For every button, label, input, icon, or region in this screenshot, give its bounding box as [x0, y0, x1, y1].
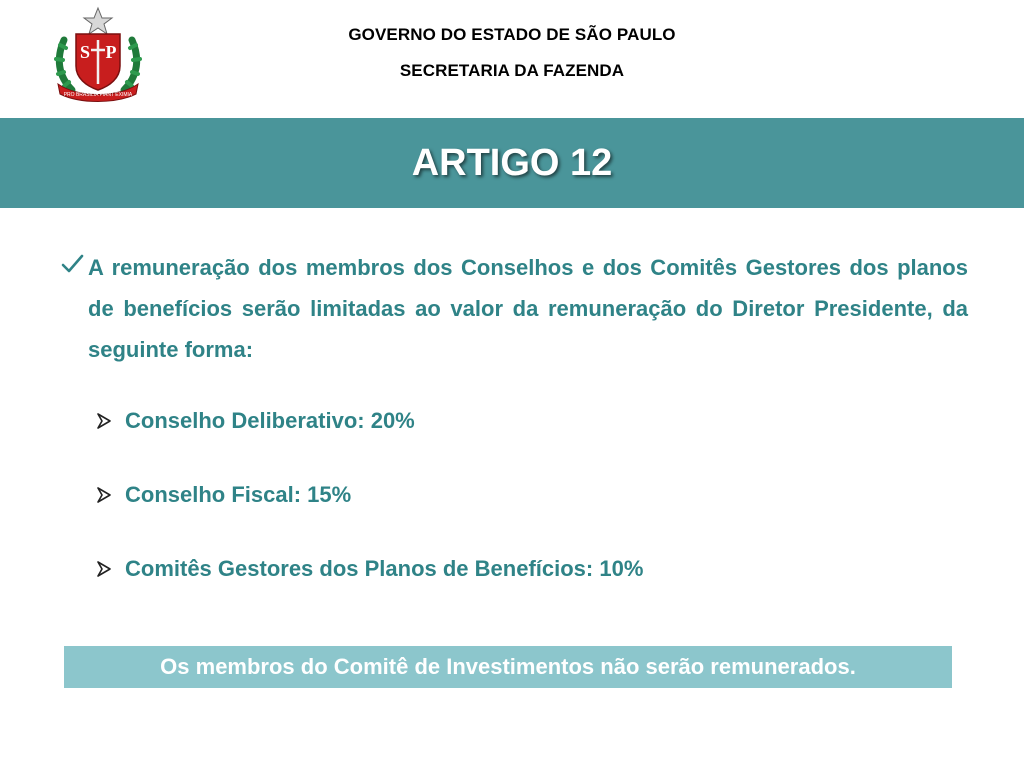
slide-title: ARTIGO 12	[411, 142, 613, 184]
arrow-bullet-icon	[96, 487, 112, 503]
arrow-bullet-icon	[96, 561, 112, 577]
list-item-comites-gestores	[96, 554, 643, 584]
svg-text:P: P	[105, 42, 117, 62]
motto-text: PRO BRASILIA FIANT EXIMIA	[63, 92, 133, 98]
list-item-conselho-fiscal	[96, 480, 351, 510]
main-paragraph: A remuneração dos membros dos Conselhos e dos Comitês Gestores dos planos de benefícios serão limitadas ao valor da remuneração do Diretor Presidente, da seguinte forma:	[88, 255, 968, 362]
coat-of-arms-logo	[52, 6, 144, 104]
svg-text:S: S	[79, 42, 91, 62]
arrow-bullet-icon	[96, 413, 112, 429]
department-title: SECRETARIA DA FAZENDA	[399, 61, 625, 80]
list-item-conselho-deliberativo	[96, 406, 415, 436]
check-icon	[60, 252, 84, 276]
note-text: Os membros do Comitê de Investimentos não serão remunerados.	[160, 654, 856, 679]
list-item-label: Conselho Fiscal: 15%	[125, 482, 352, 507]
list-item-label: Conselho Deliberativo: 20%	[125, 408, 415, 433]
list-item-label: Comitês Gestores dos Planos de Benefícios: 10%	[125, 556, 644, 581]
note-box	[64, 646, 952, 688]
government-title: GOVERNO DO ESTADO DE SÃO PAULO	[348, 25, 676, 44]
